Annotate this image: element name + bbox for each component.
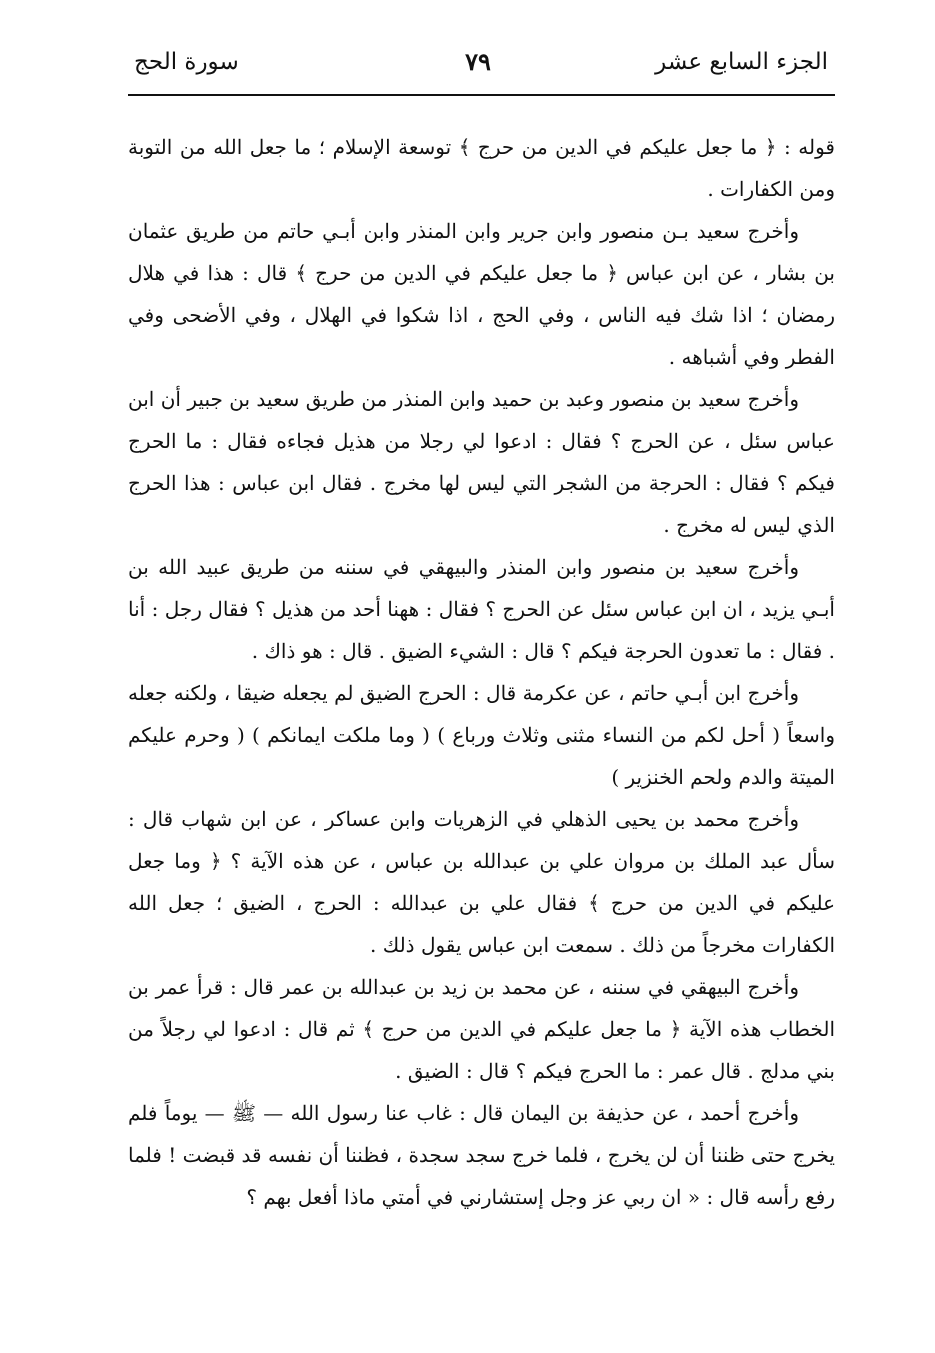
page-header [128, 44, 828, 94]
page-body [128, 126, 835, 1218]
paragraph: وأخرج سعيد بن منصور وعبد بن حميد وابن المنذر من طريق سعيد بن جبير أن ابن عباس سئل ، عن الحرج ؟ فقال : ادعوا لي رجلا من هذيل فجاءه فقال : ما الحرج فيكم ؟ فقال : الحرجة من الشجر التي ليس لها مخرج . فقال ابن عباس : هذا الحرج الذي ليس له مخرج . [128, 387, 835, 537]
paragraph: وأخرج أحمد ، عن حذيفة بن اليمان قال : غاب عنا رسول الله — ﷺ — يوماً فلم يخرج حتى ظننا أن لن يخرج ، فلما خرج سجد سجدة ، فظننا أن نفسه قد قبضت ! فلما رفع رأسه قال : « ان ربي عز وجل إستشارني في أمتي ماذا أفعل بهم ؟ [128, 1101, 835, 1209]
paragraph: وأخرج سعيد بـن منصور وابن جرير وابن المنذر وابن أبـي حاتم من طريق عثمان بن بشار ، عن ابن عباس ﴿ ما جعل عليكم في الدين من حرج ﴾ قال : هذا في هلال رمضان ؛ اذا شك فيه الناس ، وفي الحج ، اذا شكوا في الهلال ، وفي الأضحى وفي الفطر وفي أشباهه . [128, 219, 835, 369]
header-rule [128, 94, 835, 96]
running-head-surah: سورة الحج [134, 49, 239, 75]
paragraph: قوله : ﴿ ما جعل عليكم في الدين من حرج ﴾ توسعة الإسلام ؛ ما جعل الله من التوبة ومن الكفارات . [128, 135, 835, 201]
paragraph: وأخرج ابن أبـي حاتم ، عن عكرمة قال : الحرج الضيق لم يجعله ضيقا ، ولكنه جعله واسعاً ( أحل لكم من النساء مثنى وثلاث ورباع ) ( وما ملكت ايمانكم ) ( وحرم عليكم الميتة والدم ولحم الخنزير ) [128, 681, 835, 789]
paragraph: وأخرج البيهقي في سننه ، عن محمد بن زيد بن عبدالله بن عمر قال : قرأ عمر بن الخطاب هذه الآية ﴿ ما جعل عليكم في الدين من حرج ﴾ ثم قال : ادعوا لي رجلاً من بني مدلج . قال عمر : ما الحرج فيكم ؟ قال : الضيق . [128, 975, 835, 1083]
paragraph: وأخرج سعيد بن منصور وابن المنذر والبيهقي في سننه من طريق عبيد الله بن أبـي يزيد ، ان ابن عباس سئل عن الحرج ؟ فقال : ههنا أحد من هذيل ؟ فقال رجل : أنا . فقال : ما تعدون الحرجة فيكم ؟ قال : الشيء الضيق . قال : هو ذاك . [128, 555, 835, 663]
paragraph: وأخرج محمد بن يحيى الذهلي في الزهريات وابن عساكر ، عن ابن شهاب قال : سأل عبد الملك بن مروان علي بن عبدالله بن عباس ، عن هذه الآية ؟ ﴿ وما جعل عليكم في الدين من حرج ﴾ فقال علي بن عبدالله : الحرج ، الضيق ؛ جعل الله الكفارات مخرجاً من ذلك . سمعت ابن عباس يقول ذلك . [128, 807, 835, 957]
running-head-part: الجزء السابع عشر [655, 49, 828, 75]
page-number: ٧٩ [465, 47, 491, 76]
